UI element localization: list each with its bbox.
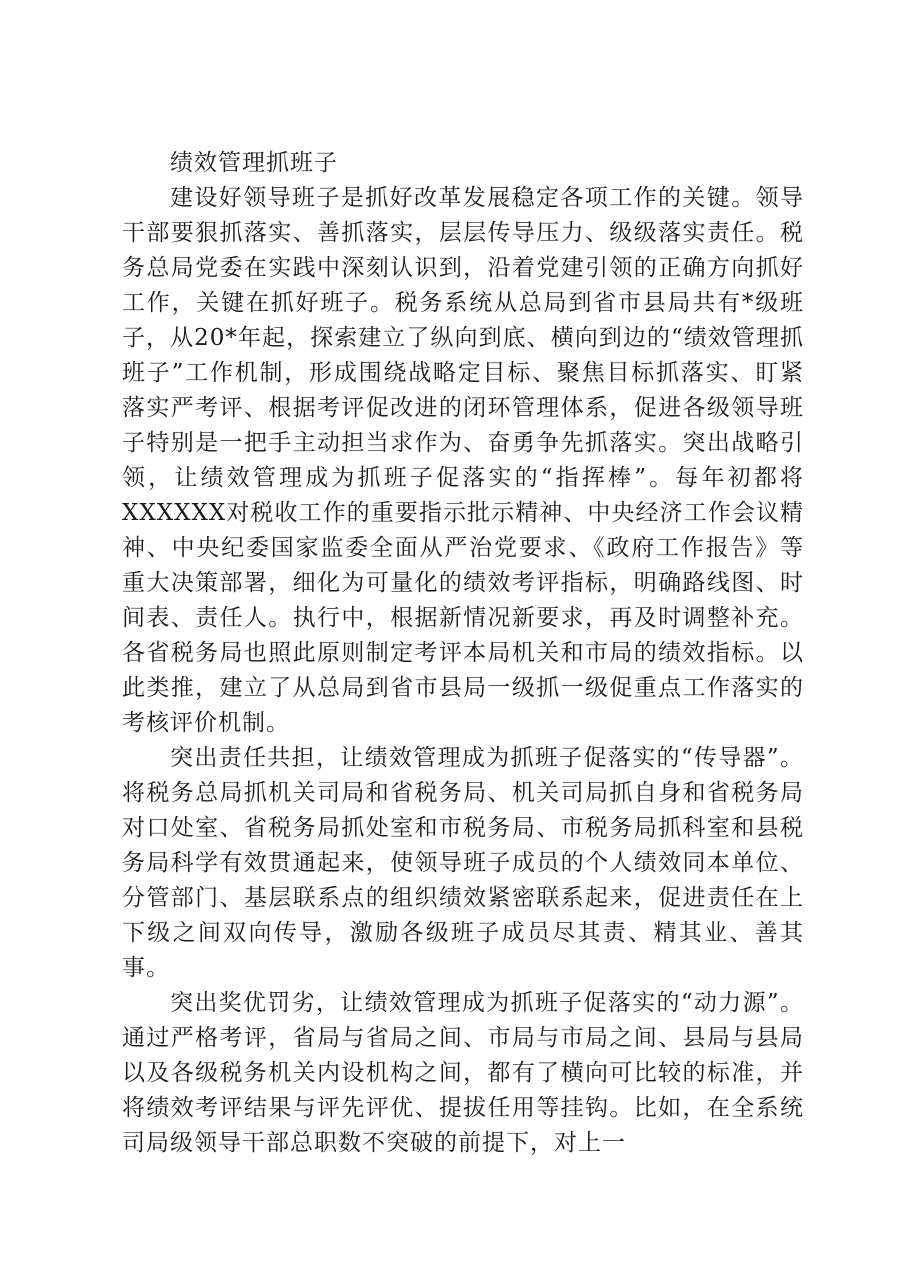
paragraph-2: 突出责任共担，让绩效管理成为抓班子促落实的“传导器”。将税务总局抓机关司局和省税务局、机关司局抓自身和省税务局对口处室、省税务局抓处室和市税务局、市税务局抓科室和县税务局科学有效贯通起来，使领导班子成员的个人绩效同本单位、分管部门、基层联系点的组织绩效紧密联系起来，促进责任在上下级之间双向传导，激励各级班子成员尽其责、精其业、善其事。 <box>122 745 804 981</box>
document-body <box>122 146 804 1161</box>
paragraph-3: 突出奖优罚劣，让绩效管理成为抓班子促落实的“动力源”。通过严格考评，省局与省局之间、市局与市局之间、县局与县局以及各级税务机关内设机构之间，都有了横向可比较的标准，并将绩效考评结果与评先评优、提拔任用等挂钩。比如，在全系统司局级领导干部总职数不突破的前提下，对上一 <box>122 990 804 1156</box>
document-title: 绩效管理抓班子 <box>170 150 338 176</box>
paragraph-1: 建设好领导班子是抓好改革发展稳定各项工作的关键。领导干部要狠抓落实、善抓落实，层层传导压力、级级落实责任。税务总局党委在实践中深刻认识到，沿着党建引领的正确方向抓好工作，关键在抓好班子。税务系统从总局到省市县局共有*级班子，从20*年起，探索建立了纵向到底、横向到边的“绩效管理抓班子”工作机制，形成围绕战略定目标、聚焦目标抓落实、盯紧落实严考评、根据考评促改进的闭环管理体系，促进各级领导班子特别是一把手主动担当求作为、奋勇争先抓落实。突出战略引领，让绩效管理成为抓班子促落实的“指挥棒”。每年初都将XXXXXX对税收工作的重要指示批示精神、中央经济工作会议精神、中央纪委国家监委全面从严治党要求、《政府工作报告》等重大决策部署，细化为可量化的绩效考评指标，明确路线图、时间表、责任人。执行中，根据新情况新要求，再及时调整补充。各省税务局也照此原则制定考评本局机关和市局的绩效指标。以此类推，建立了从总局到省市县局一级抓一级促重点工作落实的考核评价机制。 <box>122 185 804 736</box>
